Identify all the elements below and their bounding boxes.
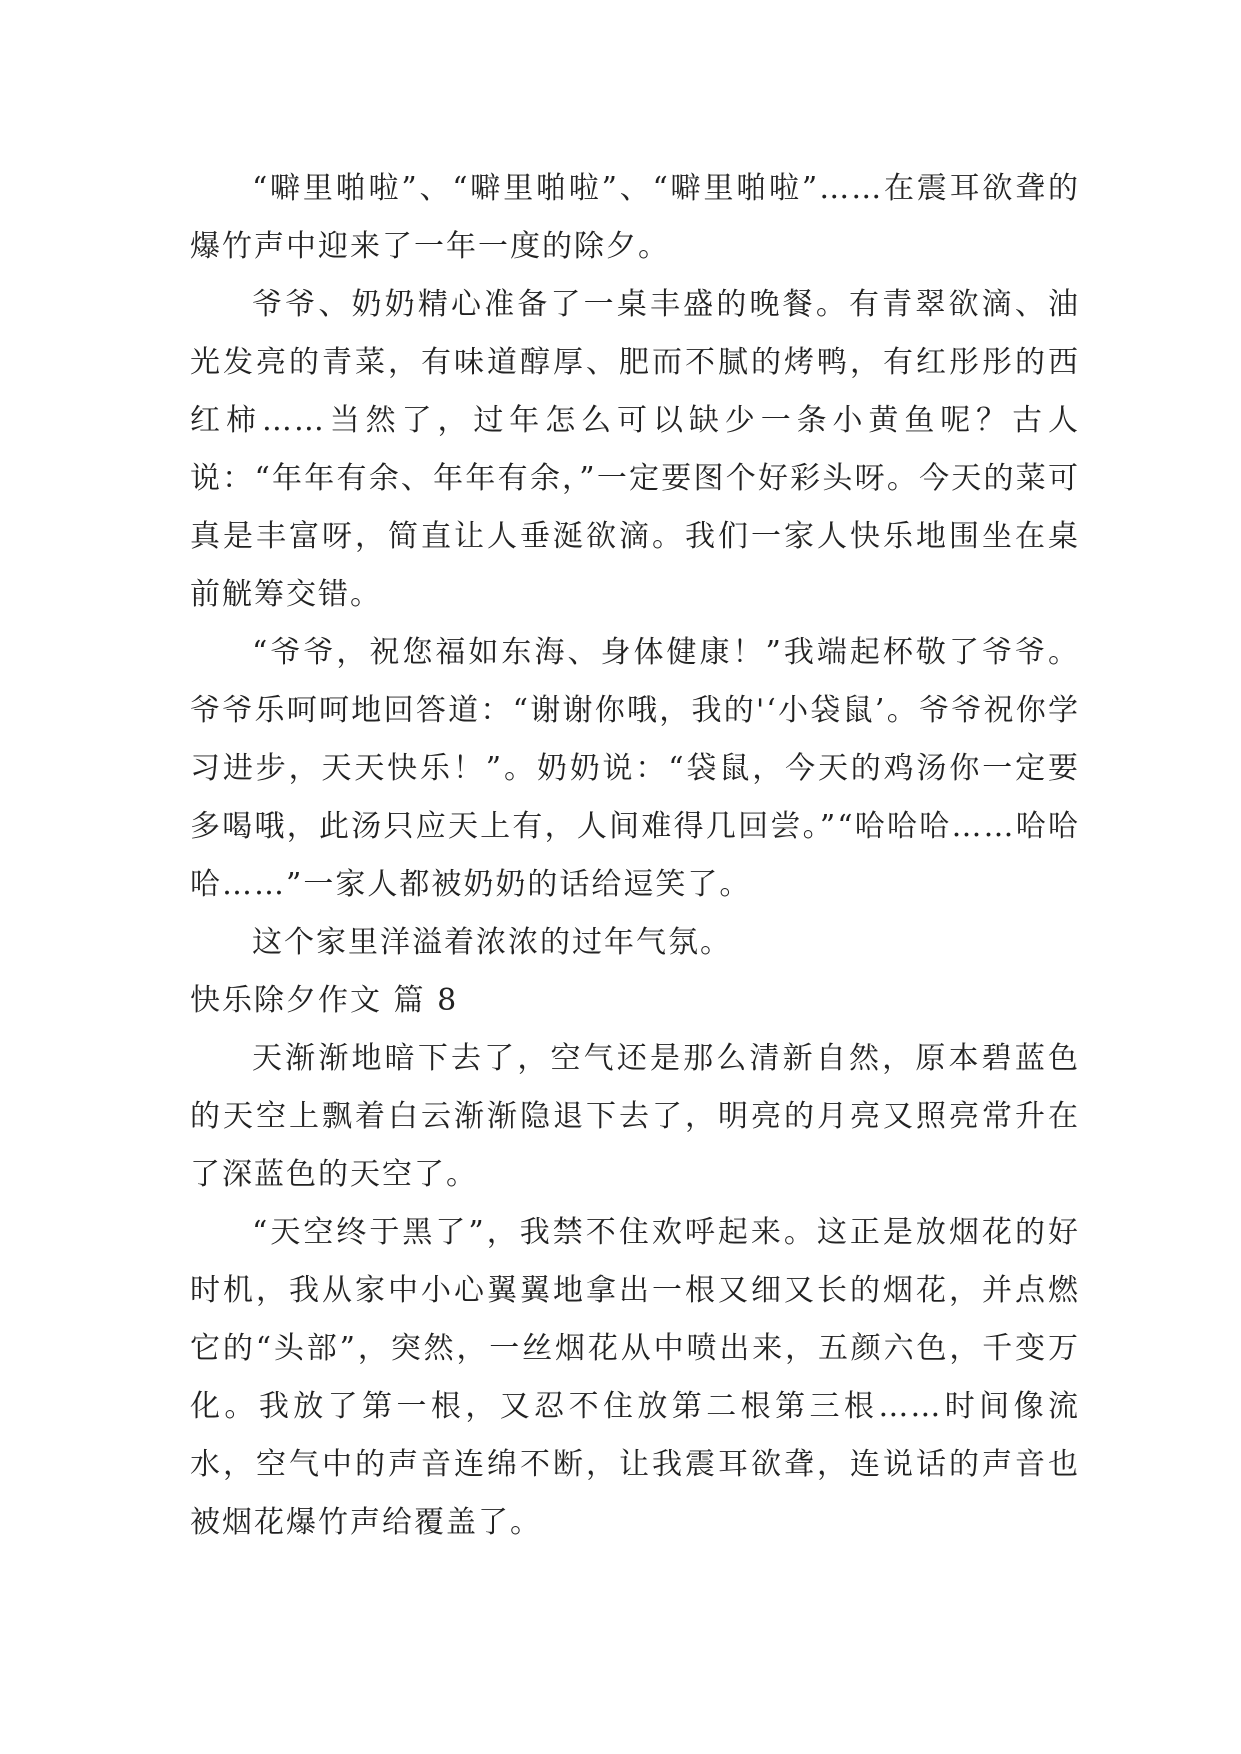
- essay-heading: 快乐除夕作文 篇 8: [190, 983, 459, 1018]
- paragraph-atmosphere: 这个家里洋溢着浓浓的过年气氛。: [252, 925, 732, 960]
- paragraph-firecrackers: “噼里啪啦”、“噼里啪啦”、“噼里啪啦”……在震耳欲聋的爆竹声中迎来了一年一度的除夕。: [190, 171, 1080, 264]
- paragraph-fireworks: “天空终于黑了”，我禁不住欢呼起来。这正是放烟花的好时机，我从家中小心翼翼地拿出一根又细又长的烟花，并点燃它的“头部”，突然，一丝烟花从中喷出来，五颜六色，千变万化。我放了第一根，又忍不住放第二根第三根……时间像流水，空气中的声音连绵不断，让我震耳欲聋，连说话的声音也被烟花爆竹声给覆盖了。: [190, 1215, 1080, 1540]
- paragraph-dinner: 爷爷、奶奶精心准备了一桌丰盛的晚餐。有青翠欲滴、油光发亮的青菜，有味道醇厚、肥而不腻的烤鸭，有红彤彤的西红柿……当然了，过年怎么可以缺少一条小黄鱼呢？古人说：“年年有余、年年有余，”一定要图个好彩头呀。今天的菜可真是丰富呀，简直让人垂涎欲滴。我们一家人快乐地围坐在桌前觥筹交错。: [190, 287, 1080, 612]
- paragraph-night-sky: 天渐渐地暗下去了，空气还是那么清新自然，原本碧蓝色的天空上飘着白云渐渐隐退下去了，明亮的月亮又照亮常升在了深蓝色的天空了。: [190, 1041, 1080, 1192]
- document-page: [190, 160, 1080, 1552]
- paragraph-toast: “爷爷，祝您福如东海、身体健康！”我端起杯敬了爷爷。爷爷乐呵呵地回答道：“谢谢你哦，我的'‘小袋鼠’。爷爷祝你学习进步，天天快乐！”。奶奶说：“袋鼠，今天的鸡汤你一定要多喝哦，此汤只应天上有，人间难得几回尝。”“哈哈哈……哈哈哈……”一家人都被奶奶的话给逗笑了。: [190, 635, 1080, 902]
